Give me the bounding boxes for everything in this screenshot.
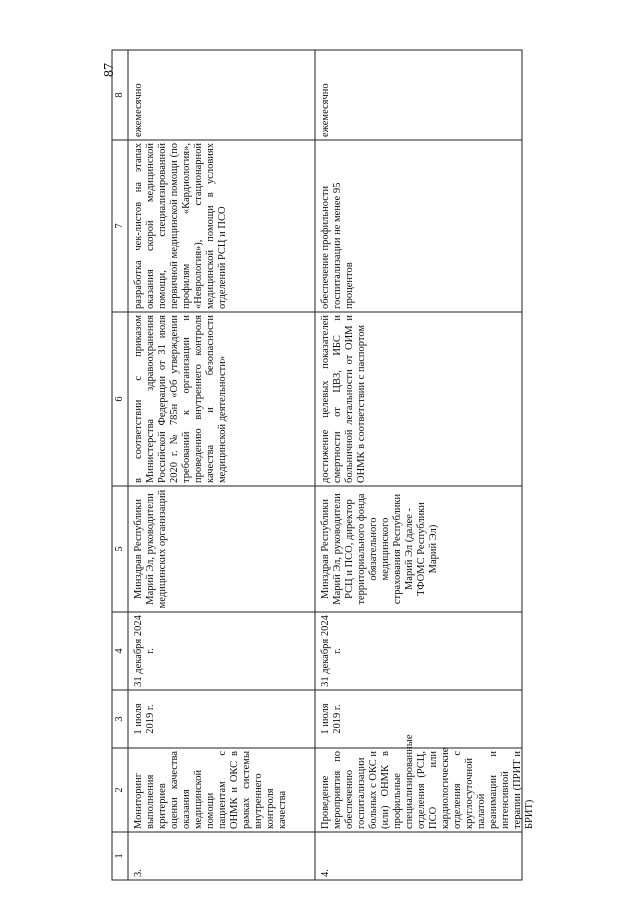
row-4-result: обеспечение профильности госпитализации не менее 95 процентов <box>320 182 355 309</box>
row-3-characteristic: в соответствии с приказом Министерства здравоохранения Российской Федерации от 31 июля 2020 г. № 785н «Об утверждении требований к организации и проведению внутреннего контроля качества и безопасности медицинской деятельности» <box>133 315 228 483</box>
row-4-start: 1 июля 2019 г. <box>320 703 343 735</box>
row-3-responsible: Минздрав Республики Марий Эл, руководители медицинских организаций <box>133 489 168 609</box>
row-4-characteristic: достижение целевых показателей смертности от ЦВЗ, ИБС и больничной летальности от ОИМ и ОНМК в соответствии с паспортом <box>320 315 367 483</box>
page-number: 87 <box>102 63 117 77</box>
row-4-responsible: Минздрав Республики Марий Эл, руководители РСЦ и ПСО, директор территориального фонда обязательного медицинского страхования Республики Марий Эл (далее - ТФОМС Республики Марий Эл) <box>320 493 439 605</box>
col-header-4: 4 <box>114 648 125 654</box>
row-4-frequency: ежемесячно <box>320 83 331 137</box>
col-header-3: 3 <box>114 716 125 722</box>
row-3-start: 1 июля 2019 г. <box>133 703 156 735</box>
row-4-measure: Проведение мероприятия по обеспечению госпитализации больных с ОКС и (или) ОНМК в профильные специализированные отделения (РСЦ, ПСО или кардиологические отделения с круглосуточной палатой реанимации и интенсивной терапии (ПРИТ и БРИТ) <box>320 734 535 829</box>
col-header-6: 6 <box>114 396 125 402</box>
row-3-end: 31 декабря 2024 г. <box>133 615 156 687</box>
row-3-result: разработка чек-листов на этапах оказания скорой медицинской помощи, специализированной первичной медицинской помощи (по профилям «Кардиология», «Неврология»), стационарной медицинской помощи в условиях отделений РСЦ и ПСО <box>133 143 228 309</box>
row-4-end: 31 декабря 2024 г. <box>320 615 343 687</box>
col-header-2: 2 <box>114 787 125 793</box>
col-header-1: 1 <box>114 853 125 859</box>
row-4-num: 4. <box>320 869 331 877</box>
col-header-8: 8 <box>114 92 125 98</box>
row-3-frequency: ежемесячно <box>133 83 144 137</box>
row-3-num: 3. <box>133 869 144 877</box>
row-3-measure: Мониторинг выполнения критериев оценки качества оказания медицинской помощи пациентам с ОНМК и ОКС в рамках системы внутреннего контроля качества <box>133 751 288 829</box>
col-header-5: 5 <box>114 546 125 552</box>
col-header-7: 7 <box>114 223 125 229</box>
